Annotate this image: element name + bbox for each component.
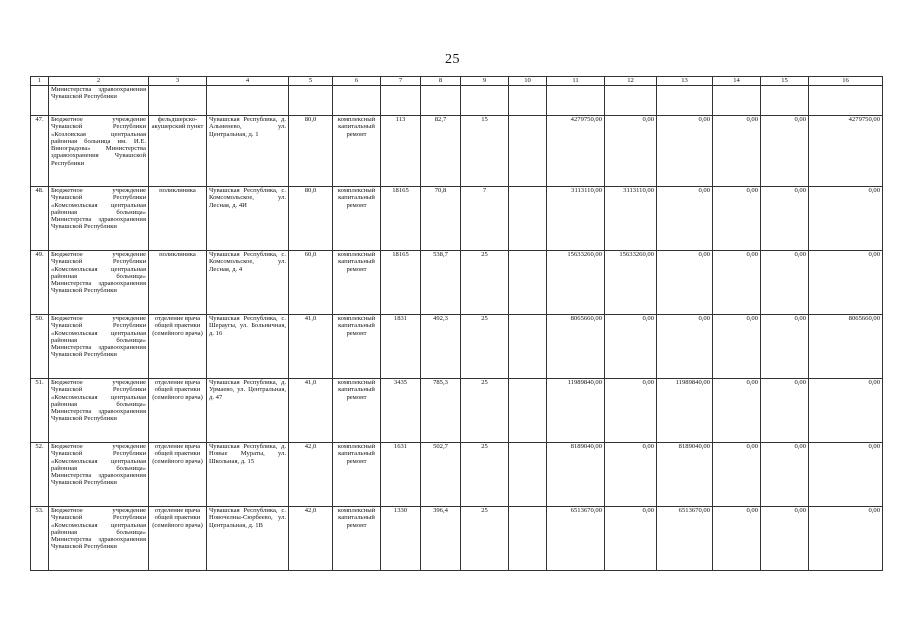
facility-address-cell: Чувашская Республика, с. Комсомольское, ул. Лесная, д. 4И (207, 187, 289, 251)
amount-col-15-cell: 0,00 (761, 443, 809, 507)
total-amount-cell: 8189040,00 (547, 443, 605, 507)
table-row (31, 507, 883, 571)
wear-percent-cell: 42,0 (289, 507, 333, 571)
column-header: 10 (509, 77, 547, 86)
amount-col-13-cell: 0,00 (657, 187, 713, 251)
area-cell: 82,7 (421, 116, 461, 187)
amount-col-12-cell: 0,00 (605, 379, 657, 443)
work-type-cell: комплексный капитальный ремонт (333, 315, 381, 379)
served-population-cell: 1330 (381, 507, 421, 571)
column-number-row (31, 77, 883, 86)
work-type-cell: комплексный капитальный ремонт (333, 251, 381, 315)
column-header: 3 (149, 77, 207, 86)
facility-type-cell: фельдшерско-акушерский пункт (149, 116, 207, 187)
institution-name-cell: Бюджетное учреждение Чувашской Республики «Козловская центральная районная больница им. И.Е. Виноградова» Министерства здравоохранения Чувашской Республики (49, 116, 149, 187)
institution-name-cell: Бюджетное учреждение Чувашской Республики «Комсомольская центральная районная больница» Министерства здравоохранения Чувашской Республики (49, 379, 149, 443)
facility-address-cell: Чувашская Республика, д. Альменево, ул. Центральная, д. 1 (207, 116, 289, 187)
wear-percent-cell: 80,0 (289, 116, 333, 187)
facility-type-cell (149, 86, 207, 116)
row-number-cell: 51. (31, 379, 49, 443)
institution-name-cell: Бюджетное учреждение Чувашской Республики «Комсомольская центральная районная больница» Министерства здравоохранения Чувашской Республики (49, 251, 149, 315)
institution-name-cell: Бюджетное учреждение Чувашской Республики «Комсомольская центральная районная больница» Министерства здравоохранения Чувашской Республики (49, 507, 149, 571)
row-number-cell: 48. (31, 187, 49, 251)
row-number-cell: 52. (31, 443, 49, 507)
amount-col-16-cell: 0,00 (809, 379, 883, 443)
table-row (31, 116, 883, 187)
col-10-cell (509, 379, 547, 443)
amount-col-15-cell: 0,00 (761, 251, 809, 315)
facility-address-cell (207, 86, 289, 116)
table-row (31, 315, 883, 379)
work-type-cell: комплексный капитальный ремонт (333, 507, 381, 571)
area-cell: 396,4 (421, 507, 461, 571)
amount-col-16-cell: 0,00 (809, 187, 883, 251)
amount-col-14-cell: 0,00 (713, 315, 761, 379)
column-header: 4 (207, 77, 289, 86)
column-header: 9 (461, 77, 509, 86)
column-header: 2 (49, 77, 149, 86)
amount-col-12-cell: 0,00 (605, 443, 657, 507)
facility-renovation-table (30, 76, 883, 571)
institution-name-cell: Бюджетное учреждение Чувашской Республики «Комсомольская центральная районная больница» Министерства здравоохранения Чувашской Республики (49, 187, 149, 251)
amount-col-15-cell: 0,00 (761, 379, 809, 443)
amount-col-14-cell: 0,00 (713, 379, 761, 443)
table-body (31, 86, 883, 571)
column-header: 11 (547, 77, 605, 86)
amount-col-14-cell: 0,00 (713, 187, 761, 251)
column-header: 6 (333, 77, 381, 86)
facility-type-cell: отделение врача общей практики (семейного врача) (149, 315, 207, 379)
row-number-cell: 47. (31, 116, 49, 187)
year-count-cell (461, 86, 509, 116)
amount-col-16-cell: 4279750,00 (809, 116, 883, 187)
area-cell: 502,7 (421, 443, 461, 507)
amount-col-16-cell: 8065660,00 (809, 315, 883, 379)
amount-col-15-cell: 0,00 (761, 507, 809, 571)
facility-address-cell: Чувашская Республика, с. Комсомольское, ул. Лесная, д. 4 (207, 251, 289, 315)
row-number-cell: 53. (31, 507, 49, 571)
amount-col-16-cell (809, 86, 883, 116)
served-population-cell: 3435 (381, 379, 421, 443)
wear-percent-cell: 80,0 (289, 187, 333, 251)
served-population-cell: 18165 (381, 187, 421, 251)
amount-col-14-cell (713, 86, 761, 116)
wear-percent-cell: 42,0 (289, 443, 333, 507)
facility-address-cell: Чувашская Республика, с. Шераугы, ул. Больничная, д. 16 (207, 315, 289, 379)
amount-col-14-cell: 0,00 (713, 507, 761, 571)
facility-address-cell: Чувашская Республика, д. Новые Мураты, ул. Школьная, д. 15 (207, 443, 289, 507)
area-cell: 492,3 (421, 315, 461, 379)
amount-col-16-cell: 0,00 (809, 251, 883, 315)
wear-percent-cell: 41,0 (289, 315, 333, 379)
col-10-cell (509, 187, 547, 251)
amount-col-13-cell: 8189040,00 (657, 443, 713, 507)
column-header: 16 (809, 77, 883, 86)
institution-name-cell: Бюджетное учреждение Чувашской Республики «Комсомольская центральная районная больница» Министерства здравоохранения Чувашской Республики (49, 315, 149, 379)
amount-col-12-cell: 3113110,00 (605, 187, 657, 251)
col-10-cell (509, 116, 547, 187)
served-population-cell: 113 (381, 116, 421, 187)
table-row (31, 251, 883, 315)
amount-col-13-cell: 11989840,00 (657, 379, 713, 443)
facility-type-cell: поликлиника (149, 187, 207, 251)
served-population-cell: 1631 (381, 443, 421, 507)
served-population-cell (381, 86, 421, 116)
table-row (31, 379, 883, 443)
work-type-cell: комплексный капитальный ремонт (333, 116, 381, 187)
amount-col-15-cell (761, 86, 809, 116)
total-amount-cell: 11989840,00 (547, 379, 605, 443)
column-header: 13 (657, 77, 713, 86)
amount-col-15-cell: 0,00 (761, 187, 809, 251)
col-10-cell (509, 315, 547, 379)
total-amount-cell: 15633260,00 (547, 251, 605, 315)
column-header: 14 (713, 77, 761, 86)
col-10-cell (509, 443, 547, 507)
year-count-cell: 25 (461, 507, 509, 571)
work-type-cell (333, 86, 381, 116)
year-count-cell: 25 (461, 251, 509, 315)
wear-percent-cell: 60,0 (289, 251, 333, 315)
served-population-cell: 1831 (381, 315, 421, 379)
area-cell: 70,8 (421, 187, 461, 251)
amount-col-12-cell: 0,00 (605, 116, 657, 187)
work-type-cell: комплексный капитальный ремонт (333, 187, 381, 251)
year-count-cell: 7 (461, 187, 509, 251)
year-count-cell: 25 (461, 443, 509, 507)
facility-address-cell: Чувашская Республика, с. Новочелны-Сюрбеево, ул. Центральная, д. 1В (207, 507, 289, 571)
area-cell (421, 86, 461, 116)
column-header: 5 (289, 77, 333, 86)
work-type-cell: комплексный капитальный ремонт (333, 379, 381, 443)
amount-col-14-cell: 0,00 (713, 251, 761, 315)
amount-col-14-cell: 0,00 (713, 443, 761, 507)
institution-name-cell: Бюджетное учреждение Чувашской Республики «Комсомольская центральная районная больница» Министерства здравоохранения Чувашской Республики (49, 443, 149, 507)
page-number: 25 (445, 52, 460, 67)
amount-col-13-cell (657, 86, 713, 116)
institution-name-cell: Министерства здравоохранения Чувашской Республики (49, 86, 149, 116)
amount-col-14-cell: 0,00 (713, 116, 761, 187)
table-row (31, 187, 883, 251)
facility-type-cell: поликлиника (149, 251, 207, 315)
total-amount-cell: 3113110,00 (547, 187, 605, 251)
column-header: 8 (421, 77, 461, 86)
total-amount-cell: 8065660,00 (547, 315, 605, 379)
amount-col-15-cell: 0,00 (761, 116, 809, 187)
col-10-cell (509, 507, 547, 571)
year-count-cell: 25 (461, 315, 509, 379)
total-amount-cell (547, 86, 605, 116)
amount-col-16-cell: 0,00 (809, 507, 883, 571)
table-row (31, 443, 883, 507)
amount-col-13-cell: 0,00 (657, 251, 713, 315)
amount-col-13-cell: 0,00 (657, 315, 713, 379)
column-header: 1 (31, 77, 49, 86)
work-type-cell: комплексный капитальный ремонт (333, 443, 381, 507)
facility-type-cell: отделение врача общей практики (семейного врача) (149, 379, 207, 443)
amount-col-13-cell: 6513670,00 (657, 507, 713, 571)
wear-percent-cell: 41,0 (289, 379, 333, 443)
col-10-cell (509, 86, 547, 116)
area-cell: 538,7 (421, 251, 461, 315)
col-10-cell (509, 251, 547, 315)
wear-percent-cell (289, 86, 333, 116)
column-header: 15 (761, 77, 809, 86)
continuation-row (31, 86, 883, 116)
facility-type-cell: отделение врача общей практики (семейного врача) (149, 507, 207, 571)
year-count-cell: 15 (461, 116, 509, 187)
column-header: 12 (605, 77, 657, 86)
column-header: 7 (381, 77, 421, 86)
amount-col-15-cell: 0,00 (761, 315, 809, 379)
amount-col-12-cell (605, 86, 657, 116)
amount-col-12-cell: 0,00 (605, 507, 657, 571)
row-number-cell (31, 86, 49, 116)
total-amount-cell: 6513670,00 (547, 507, 605, 571)
total-amount-cell: 4279750,00 (547, 116, 605, 187)
area-cell: 785,3 (421, 379, 461, 443)
row-number-cell: 49. (31, 251, 49, 315)
amount-col-16-cell: 0,00 (809, 443, 883, 507)
amount-col-13-cell: 0,00 (657, 116, 713, 187)
served-population-cell: 18165 (381, 251, 421, 315)
facility-type-cell: отделение врача общей практики (семейного врача) (149, 443, 207, 507)
amount-col-12-cell: 15633260,00 (605, 251, 657, 315)
amount-col-12-cell: 0,00 (605, 315, 657, 379)
facility-address-cell: Чувашская Республика, д. Урмаево, ул. Центральная, д. 47 (207, 379, 289, 443)
year-count-cell: 25 (461, 379, 509, 443)
row-number-cell: 50. (31, 315, 49, 379)
